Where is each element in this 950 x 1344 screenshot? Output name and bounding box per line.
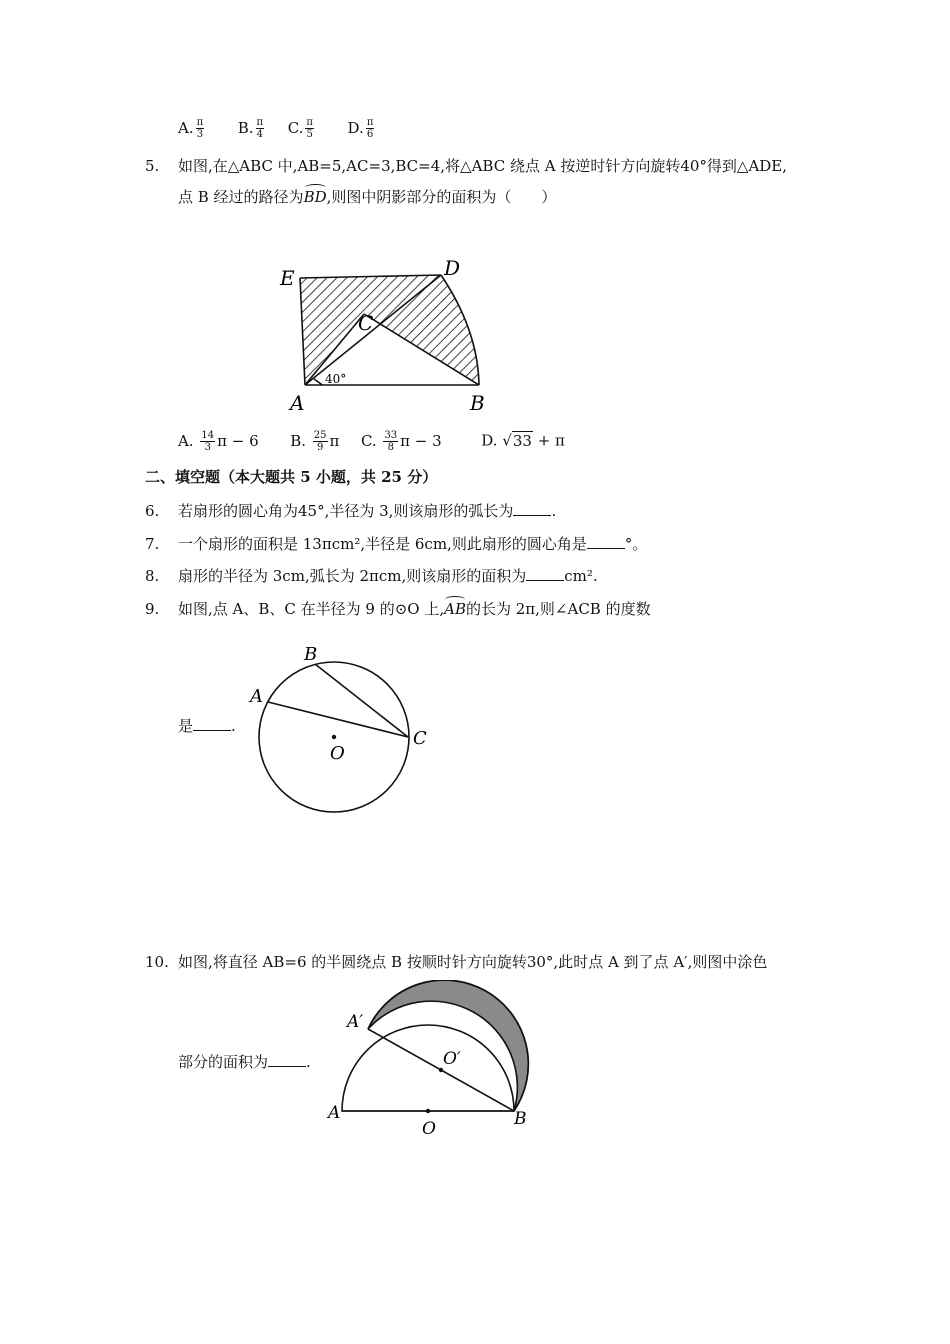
q6-number: 6.: [145, 502, 160, 520]
q4-option-a[interactable]: A. $\frac{\pi}{3}$: [178, 117, 204, 140]
q8-answer-blank[interactable]: [526, 566, 564, 581]
q5-option-c[interactable]: C. $\frac{33}{8}$ π − 3: [360, 430, 442, 453]
q10-text-line1: 如图,将直径 AB=6 的半圆绕点 B 按顺时针方向旋转30°,此时点 A 到了点 A′,则图中涂色: [178, 953, 768, 971]
q10-label-o1: O′: [443, 1049, 461, 1069]
q10-text-line2: 部分的面积为 .: [178, 1053, 311, 1071]
q9-answer-blank[interactable]: [193, 716, 231, 731]
q5-options: [178, 430, 565, 453]
q9-text-line2: 是 .: [178, 717, 236, 735]
q4-options: [178, 117, 376, 140]
q10-number: 10.: [145, 953, 169, 971]
q5-label-c: C: [358, 311, 374, 335]
q5-label-e: E: [280, 266, 295, 290]
q4-option-b[interactable]: B. $\frac{\pi}{4}$: [237, 117, 264, 140]
q5-option-d[interactable]: D. √33 + π: [481, 431, 565, 450]
q7-number: 7.: [145, 535, 160, 553]
q10-answer-blank[interactable]: [268, 1052, 306, 1067]
q10-label-o: O: [422, 1119, 436, 1139]
q4-option-c[interactable]: C. $\frac{\pi}{5}$: [287, 117, 313, 140]
q9-label-o: O: [330, 743, 345, 764]
q5-label-d: D: [444, 256, 461, 280]
q5-number: 5.: [145, 157, 160, 175]
q9-label-a: A: [250, 686, 263, 707]
q5-angle-label: 40°: [325, 372, 347, 386]
q10-label-a1: A′: [347, 1012, 364, 1032]
q5-text-line2: 点 B 经过的路径为BD,则图中阴影部分的面积为（ ）: [178, 188, 557, 206]
q5-text-line1: 如图,在△ABC 中,AB=5,AC=3,BC=4,将△ABC 绕点 A 按逆时针方向旋转40°得到△ADE,: [178, 157, 788, 175]
q9-figure: [245, 640, 440, 820]
q8-text: 扇形的半径为 3cm,弧长为 2πcm,则该扇形的面积为 cm².: [178, 567, 598, 585]
q10-figure: [325, 980, 550, 1140]
q8-number: 8.: [145, 567, 160, 585]
q9-text-line1: 如图,点 A、B、C 在半径为 9 的⊙O 上,AB的长为 2π,则∠ACB 的度数: [178, 600, 651, 618]
q6-text: 若扇形的圆心角为45°,半径为 3,则该扇形的弧长为 .: [178, 502, 557, 520]
q10-original-semicircle: [342, 1025, 514, 1111]
q9-label-b: B: [304, 644, 318, 665]
q5-option-b[interactable]: B. $\frac{25}{9}$ π: [290, 430, 340, 453]
q5-figure: [270, 245, 500, 420]
q7-answer-blank[interactable]: [587, 534, 625, 549]
q7-text: 一个扇形的面积是 13πcm²,半径是 6cm,则此扇形的圆心角是 °。: [178, 535, 648, 553]
q9-label-c: C: [413, 728, 427, 749]
q5-arc-bd: BD: [303, 188, 327, 206]
q10-label-b: B: [514, 1109, 527, 1129]
q9-center-dot: [332, 735, 336, 739]
q9-arc-ab: AB: [444, 600, 466, 618]
q9-number: 9.: [145, 600, 160, 618]
q5-label-a: A: [290, 391, 305, 415]
q4-option-d[interactable]: D. $\frac{\pi}{6}$: [347, 117, 374, 140]
q5-label-b: B: [470, 391, 485, 415]
q10-center-o-dot: [426, 1109, 430, 1113]
q5-option-a[interactable]: A. $\frac{14}{3}$ π − 6: [178, 430, 259, 453]
q10-label-a: A: [328, 1103, 341, 1123]
section-2-title: 二、填空题（本大题共 5 小题，共 25 分）: [145, 468, 438, 486]
q6-answer-blank[interactable]: [513, 501, 551, 516]
